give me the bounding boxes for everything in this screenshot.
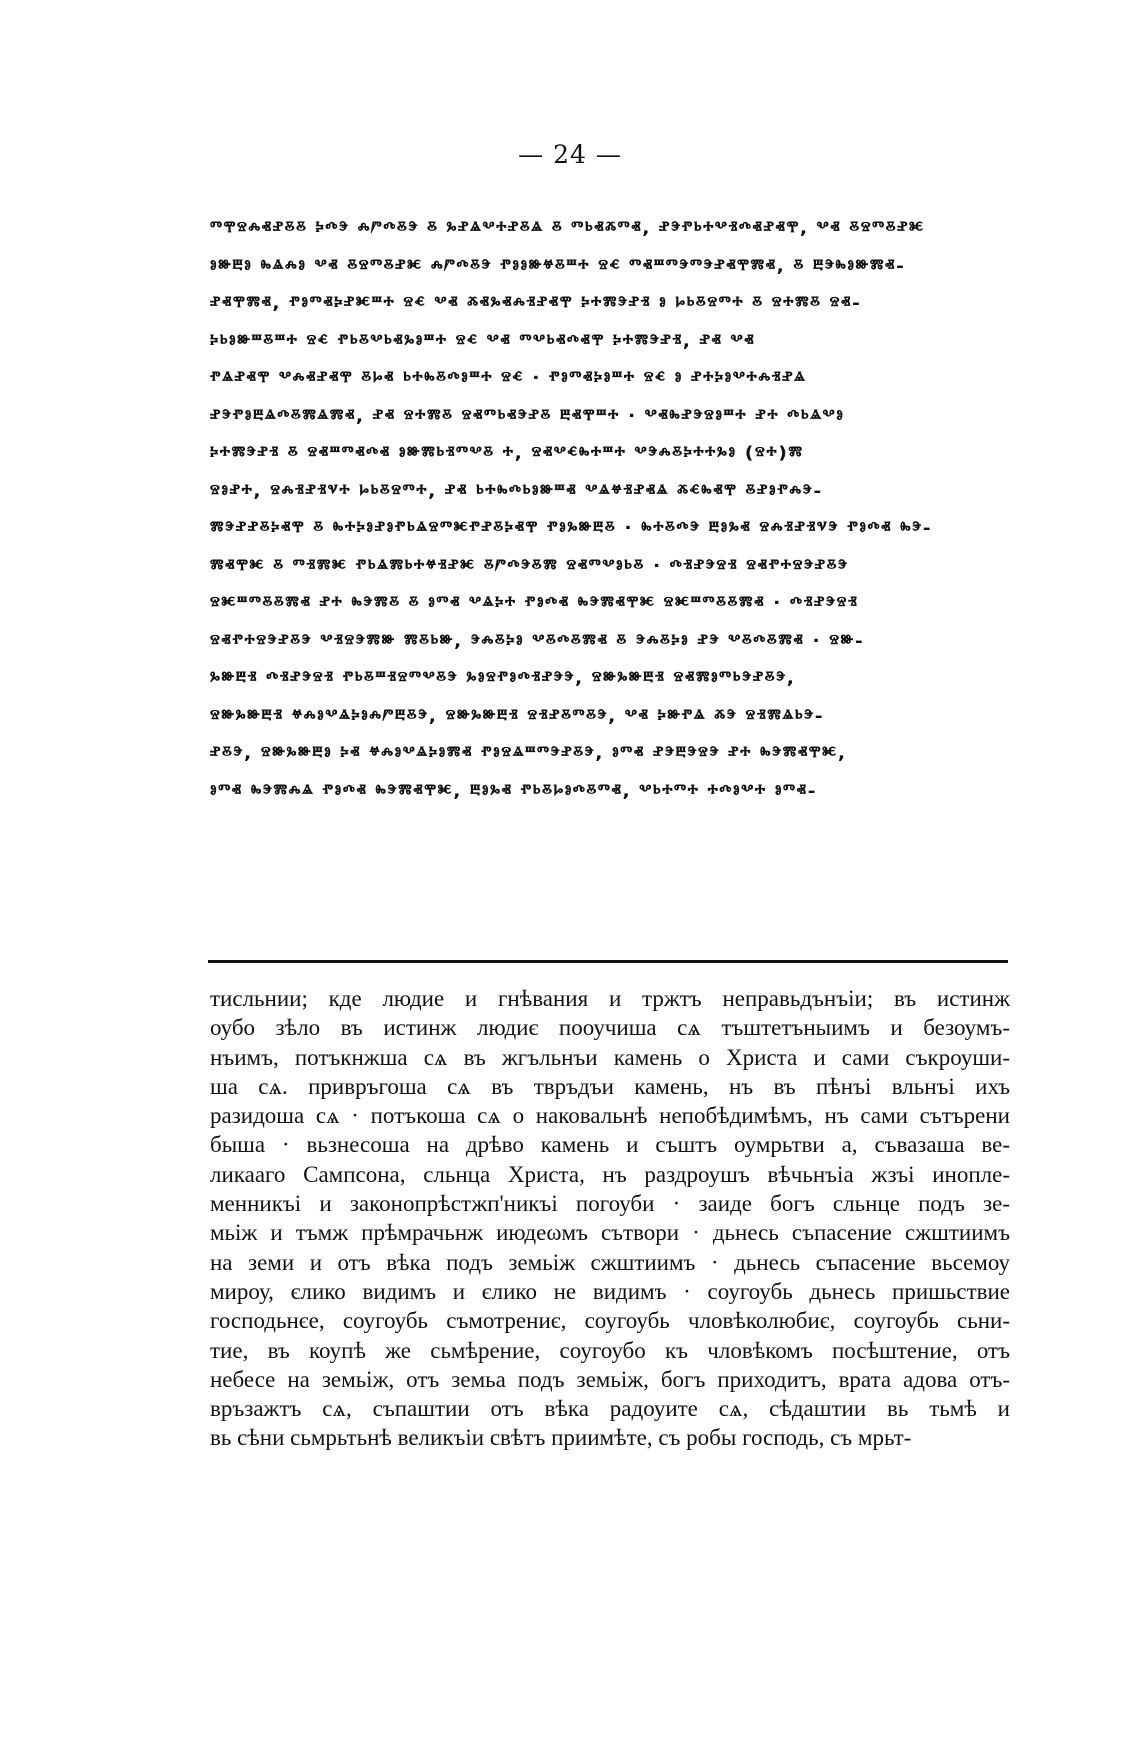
glagolitic-line: ⰳⱆⰱⱐ ⰴⱐⱀⰵⱄⱐ ⱂⱃⰻⱎⱐⱄⱅⰲⰻⰵ ⰳⱁⱄⱂⱁⰴⱐⱀⰵⰵ, ⱄⱆⰳⱆⰱⱐ ⱄⱏⰿⱁⱅⱃⰵⱀⰻⰵ, — [210, 668, 796, 688]
glagolitic-text-block — [210, 210, 1010, 810]
glagolitic-line: ⱄⱁⱀⰰ, ⱄⰾⱐⱀⱐⱌⰰ ⱈⱃⰻⱄⱅⰰ, ⱀⱏ ⱃⰰⰸⰴⱃⱁⱆⱎⱏ ⰲⱑⱍⱐⱀⱏⱑ ⰶⱔⰸⱏⰹ ⰻⱀⱁⱂⰾⰵ- — [210, 480, 823, 501]
cyrillic-line: ша сѧ. привръгоша сѧ въ твръдъи камень, нъ въ пѣнъі вльнъі ихъ — [210, 1073, 1010, 1099]
cyrillic-line: нъимъ, потъкнжша сѧ въ жгъльнъи камень о Христа и сами съкроуши- — [210, 1044, 1010, 1070]
cyrillic-line: връзажтъ сѧ, съпаштии отъ вѣка радоуите сѧ, сѣдаштии вь тьмѣ и — [210, 1396, 1010, 1422]
glagolitic-line: ⱂⱑⱀⱏⰹ ⰲⰾⱏⱀⱏⰹ ⰻⱈⱏ ⱃⰰⰸⰻⰴⱁⱎⰰ ⱄⱔ · ⱂⱁⱅⱏⰽⱁⱎⰰ ⱄⱔ ⱁ ⱀⰰⰽⱁⰲⰰⰾⱐⱀⱑ — [210, 368, 807, 388]
cyrillic-line: быша · вьзнесоша на дрѣво камень и съштъ оумрьтви а, съвазаша ве- — [210, 1132, 1010, 1158]
cyrillic-line: ликааго Сампсона, сльнца Христа, нъ раздроушъ вѣчьнъіа жзъі иноплe- — [210, 1161, 1010, 1187]
glagolitic-line: ⱀⱏⰹⰿⱏ, ⱂⱁⱅⱏⰽⱀⱘⱎⰰ ⱄⱔ ⰲⱏ ⰶⱏⰳⱏⰾⱐⱀⱏⰹ ⰽⰰⰿⰵⱀⱐ ⱁ ⱈⱃⰻⱄⱅⰰ ⰻ ⱄⰰⰿⰻ ⱄⱏ- — [210, 293, 862, 313]
glagolitic-line: ⱁⱆⰱⱁ ⰸⱑⰾⱁ ⰲⱏ ⰻⱄⱅⰻⱀⱘ ⰾⱓⰴⰻⰵ ⱂⱁⱁⱆⱍⰻⱎⰰ ⱄⱔ ⱅⱏⱎⱅⰵⱅⰵⱀⱏⰹⰿⱏ, ⰻ ⰱⰵⰸⱁⱆⰿⱏ- — [210, 255, 906, 276]
section-divider — [208, 960, 1008, 963]
cyrillic-line: тие, въ коупѣ же сьмѣрение, соугоубо къ чловѣкомъ посѣштение, отъ — [210, 1337, 1010, 1363]
glagolitic-line: ⱄⱆⰳⱆⰱⱐ ⱍⰾⱁⰲⱑⰽⱁⰾⱓⰱⰻⰵ, ⱄⱆⰳⱆⰱⱐ ⱄⱐⱀⰻⱅⰻⰵ, ⰲⱏ ⰽⱆⱂⱑ ⰶⰵ ⱄⱐⰿⱑⱃⰵ- — [210, 705, 825, 726]
glagolitic-line: ⱄⱘⱎⱅⰻⰻⰿⱏ ⱀⰰ ⰸⰵⰿⰻ ⰻ ⱁⱅⱏ ⰲⱑⰽⰰ ⱂⱁⰴⱏ ⰸⰵⰿⱏⰹⱘ ⱄⱘⱎⱅⰻⰻⰿⱏ · ⰴⱐⱀⰵⱄⱐ — [210, 593, 859, 613]
glagolitic-line: ⰽⰰⰿⰵⱀⱐ ⰻ ⱄⱏⱎⱅⱏⰴⱏ ⱁⱆⰿⱃⱐⱅⰲⰻ ⰰ, ⱄⱏⰲⱔⰸⰰⱎⰰ ⰲⰵⰾⰻⰽⰰⰰⰳⱁ (ⱄⰰ)ⰿ — [210, 443, 804, 463]
glagolitic-line: ⱄⱏⱂⰰⱄⰵⱀⰻⰵ ⰲⱐⱄⰵⰿⱆ ⰿⰻⱃⱆ, ⰵⰾⰻⰽⱁ ⰲⰻⰴⰻⰿⱏ ⰻ ⰵⰾⰻⰽⱁ ⱀⰵ ⰲⰻⰴⰻⰿⱏ · ⱄⱆ- — [210, 630, 865, 651]
cyrillic-line: небесе на земьіж, отъ земьа подъ земьіж, богъ приходитъ, врата адова отъ- — [210, 1366, 1010, 1392]
cyrillic-line: мьіж и тъмж прѣмрачьнж июдеωмъ сътвори · дьнесь съпасение сжштиимъ — [210, 1220, 1010, 1246]
glagolitic-line: ⰽⱃⱁⱆⱎⰻⱎⰰ ⱄⱔ ⱂⱃⰻⰲⱃⱏⰳⱁⱎⰰ ⱄⱔ ⰲⱏ ⱅⰲⱃⱏⰴⱏⰹ ⰽⰰⰿⰵⱀⱐ, ⱀⱏ ⰲⱏ — [210, 330, 756, 351]
glagolitic-line: ⱁⱅⱏ ⰸⰵⰿⰾⱑ ⱂⱁⰴⱏ ⰸⰵⰿⱏⰹⱘ, ⰱⱁⰳⱏ ⱂⱃⰻⱈⱁⰴⰻⱅⱏ, ⰲⱃⰰⱅⰰ ⰰⰴⱁⰲⰰ ⱁⱅⱏ- — [210, 780, 817, 801]
cyrillic-line: менникъі и законопрѣстжп'никъі погоуби · заиде богъ сльнце подъ зе- — [210, 1191, 1010, 1217]
cyrillic-line: разидоша сѧ · потъкоша сѧ о наковальнѣ непобѣдимѣмъ, нъ сами сътърени — [210, 1103, 1010, 1129]
cyrillic-line: на земи и отъ вѣка подъ земьіж сжштиимъ · дьнесь съпасение вьсемоу — [210, 1249, 1010, 1275]
cyrillic-text-block — [210, 984, 1010, 1453]
glagolitic-line: ⰿⱏⰹⱘ ⰻ ⱅⱐⰿⱘ ⱂⱃⱑⰿⱃⰰⱍⱐⱀⱘ ⰻⱓⰴⰵⰻⰿ ⱄⱏⱅⰲⱁⱃⰻ · ⰴⱐⱀⰵⱄⱐ ⱄⱏⱂⰰⱄⰵⱀⰻⰵ — [210, 555, 849, 576]
glagolitic-line: ⱀⰻⰵ, ⱄⱆⰳⱆⰱⱁ ⰽⱏ ⱍⰾⱁⰲⱑⰽⱁⰿⱏ ⱂⱁⱄⱑⱎⱅⰵⱀⰻⰵ, ⱁⱅⱏ ⱀⰵⰱⰵⱄⰵ ⱀⰰ ⰸⰵⰿⱏⰹⱘ, — [210, 743, 847, 763]
cyrillic-line: оубо зѣло въ истинж людиє пооучиша сѧ тъштетъныимъ и безоумъ- — [210, 1015, 1010, 1041]
cyrillic-line: господьнєе, соугоубь съмотрениє, соугоубь чловѣколюбиє, соугоубь сьни- — [210, 1308, 1010, 1334]
glagolitic-line: ⱅⰹⱄⰾⱏⱀⰻⰻ ⰽⰴⰵ ⰾⱓⰴⰻⰵ ⰻ ⰳⱀⱑⰲⰰⱀⰻⱑ ⰻ ⱅⱃⱏⰶⱅⱏ, ⱀⰵⱂⱃⰰⰲⱐⰴⱏⱀⱏⰹ, ⰲⱏ ⰻⱄⱅⰻⱀⱘ — [210, 218, 925, 238]
cyrillic-line: мироу, єлико видимъ и єлико не видимъ · соугоубь дьнесь пришьствие — [210, 1278, 1010, 1304]
cyrillic-line: вь сѣни сьмрьтьнѣ великъіи свѣтъ приимѣте, съ робы господь, съ мрьт- — [210, 1425, 912, 1451]
glagolitic-line: ⱀⰵⱂⱁⰱⱑⰴⰻⰿⱑⰿⱏ, ⱀⱏ ⱄⰰⰿⰻ ⱄⱏⱅⱃⱏⰵⱀⰻ ⰱⱏⰹⱎⰰ · ⰲⱏⰸⱀⰵⱄⱁⱎⰰ ⱀⰰ ⰴⱃⱑⰲⱁ — [210, 405, 845, 426]
cyrillic-line: тисльнии; кде людие и гнѣвания и тржтъ неправьдънъіи; въ истинж — [210, 986, 1010, 1011]
glagolitic-line: ⰿⰵⱀⱀⰻⰽⱏⰹ ⰻ ⰸⰰⰽⱁⱀⱁⱂⱃⱑⱄⱅⱘⱂⱀⰻⰽⱏⰹ ⱂⱁⰳⱆⰱⰻ · ⰸⰰⰻⰴⰵ ⰱⱁⰳⱏ ⱄⰾⱐⱀⱐⱌⰵ ⱂⱁⰴⱏ ⰸⰵ- — [210, 518, 933, 538]
page-number: — 24 — — [518, 140, 622, 169]
